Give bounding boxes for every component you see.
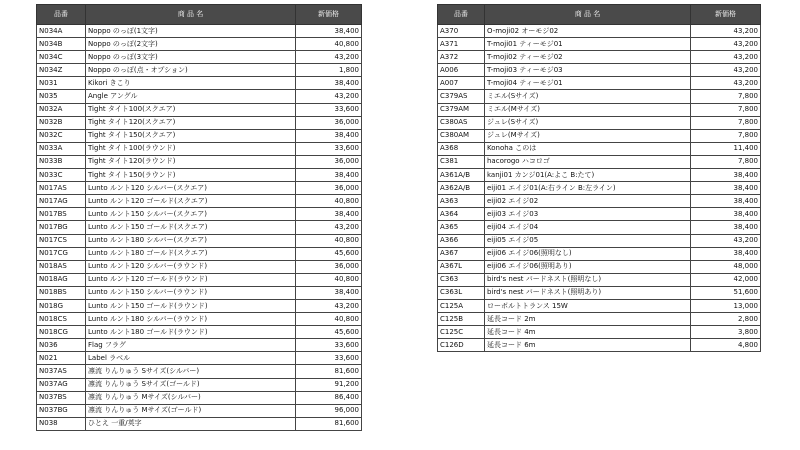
table-row bbox=[438, 221, 761, 234]
cell-code: N018CG bbox=[37, 326, 86, 339]
price-table-left bbox=[36, 4, 362, 431]
cell-name: ジュレ(Mサイズ) bbox=[485, 129, 691, 142]
cell-name: kanji01 カンジ01(A:よこ B:たて) bbox=[485, 169, 691, 182]
cell-code: N017AS bbox=[37, 182, 86, 195]
table-row bbox=[438, 326, 761, 339]
cell-price: 3,800 bbox=[691, 326, 761, 339]
table-row bbox=[438, 234, 761, 247]
cell-code: A361A/B bbox=[438, 169, 485, 182]
cell-name: 延長コード 4m bbox=[485, 326, 691, 339]
cell-code: N034A bbox=[37, 25, 86, 38]
cell-code: C379AS bbox=[438, 90, 485, 103]
cell-code: C381 bbox=[438, 155, 485, 168]
cell-code: N033C bbox=[37, 169, 86, 182]
cell-name: 凛流 りんりゅう Sサイズ(ゴールド) bbox=[86, 378, 296, 391]
cell-name: Noppo のっぽ(3文字) bbox=[86, 51, 296, 64]
table-row bbox=[37, 182, 362, 195]
cell-name: Tight タイト120(スクエア) bbox=[86, 116, 296, 129]
table-row bbox=[438, 103, 761, 116]
cell-price: 33,600 bbox=[296, 103, 362, 116]
table-row bbox=[37, 313, 362, 326]
cell-price: 81,600 bbox=[296, 365, 362, 378]
table-row bbox=[37, 339, 362, 352]
cell-price: 1,800 bbox=[296, 64, 362, 77]
cell-price: 45,600 bbox=[296, 326, 362, 339]
cell-price: 40,800 bbox=[296, 38, 362, 51]
table-row bbox=[438, 90, 761, 103]
table-row bbox=[438, 155, 761, 168]
cell-code: C380AM bbox=[438, 129, 485, 142]
cell-price: 33,600 bbox=[296, 352, 362, 365]
cell-code: N017CG bbox=[37, 247, 86, 260]
cell-name: Noppo のっぽ(2文字) bbox=[86, 38, 296, 51]
cell-price: 38,400 bbox=[691, 247, 761, 260]
cell-code: N018CS bbox=[37, 313, 86, 326]
table-row bbox=[438, 77, 761, 90]
cell-price: 33,600 bbox=[296, 339, 362, 352]
cell-name: Tight タイト120(ラウンド) bbox=[86, 155, 296, 168]
cell-code: A367 bbox=[438, 247, 485, 260]
cell-price: 91,200 bbox=[296, 378, 362, 391]
cell-name: Kikori きこり bbox=[86, 77, 296, 90]
table-row bbox=[37, 129, 362, 142]
cell-code: N018BS bbox=[37, 286, 86, 299]
cell-code: N037BG bbox=[37, 404, 86, 417]
table-row bbox=[438, 339, 761, 352]
cell-name: Lunto ルント120 ゴールド(ラウンド) bbox=[86, 273, 296, 286]
cell-name: 凛流 りんりゅう Mサイズ(ゴールド) bbox=[86, 404, 296, 417]
cell-price: 51,600 bbox=[691, 286, 761, 299]
cell-name: eiji01 エイジ01(A:右ライン B:左ライン) bbox=[485, 182, 691, 195]
cell-name: Noppo のっぽ(1文字) bbox=[86, 25, 296, 38]
cell-name: eiji06 エイジ06(照明なし) bbox=[485, 247, 691, 260]
cell-name: eiji03 エイジ03 bbox=[485, 208, 691, 221]
cell-name: Noppo のっぽ(点・オプション) bbox=[86, 64, 296, 77]
cell-name: Angle アングル bbox=[86, 90, 296, 103]
cell-code: C363 bbox=[438, 273, 485, 286]
cell-price: 38,400 bbox=[296, 169, 362, 182]
table-row bbox=[37, 365, 362, 378]
header-row bbox=[438, 5, 761, 25]
table-row bbox=[37, 103, 362, 116]
cell-code: N032C bbox=[37, 129, 86, 142]
cell-code: N018AG bbox=[37, 273, 86, 286]
cell-price: 81,600 bbox=[296, 417, 362, 430]
cell-name: Lunto ルント180 ゴールド(ラウンド) bbox=[86, 326, 296, 339]
header-code: 品番 bbox=[438, 5, 485, 25]
cell-price: 36,000 bbox=[296, 116, 362, 129]
cell-name: Lunto ルント120 シルバー(スクエア) bbox=[86, 182, 296, 195]
cell-price: 38,400 bbox=[691, 169, 761, 182]
cell-price: 33,600 bbox=[296, 142, 362, 155]
cell-name: Flag フラグ bbox=[86, 339, 296, 352]
cell-code: C125B bbox=[438, 313, 485, 326]
cell-name: eiji02 エイジ02 bbox=[485, 195, 691, 208]
cell-code: C125A bbox=[438, 299, 485, 312]
cell-price: 7,800 bbox=[691, 129, 761, 142]
table-row bbox=[438, 195, 761, 208]
cell-code: N018G bbox=[37, 299, 86, 312]
table-row bbox=[438, 169, 761, 182]
cell-code: N033B bbox=[37, 155, 86, 168]
cell-name: 凛流 りんりゅう Mサイズ(シルバー) bbox=[86, 391, 296, 404]
cell-name: Lunto ルント120 ゴールド(スクエア) bbox=[86, 195, 296, 208]
cell-code: A368 bbox=[438, 142, 485, 155]
cell-name: ジュレ(Sサイズ) bbox=[485, 116, 691, 129]
cell-code: N036 bbox=[37, 339, 86, 352]
table-row bbox=[438, 182, 761, 195]
cell-name: T-moji04 ティーモジ01 bbox=[485, 77, 691, 90]
cell-price: 40,800 bbox=[296, 195, 362, 208]
cell-price: 38,400 bbox=[296, 77, 362, 90]
table-row bbox=[37, 51, 362, 64]
cell-price: 38,400 bbox=[296, 129, 362, 142]
cell-price: 38,400 bbox=[691, 221, 761, 234]
cell-price: 43,200 bbox=[691, 51, 761, 64]
cell-code: A366 bbox=[438, 234, 485, 247]
cell-code: A363 bbox=[438, 195, 485, 208]
cell-name: Lunto ルント150 シルバー(ラウンド) bbox=[86, 286, 296, 299]
cell-name: eiji05 エイジ05 bbox=[485, 234, 691, 247]
cell-code: C125C bbox=[438, 326, 485, 339]
cell-price: 43,200 bbox=[691, 64, 761, 77]
cell-name: ミエル(Mサイズ) bbox=[485, 103, 691, 116]
header-code: 品番 bbox=[37, 5, 86, 25]
cell-name: ミエル(Sサイズ) bbox=[485, 90, 691, 103]
cell-name: bird's nest バードネスト(照明なし) bbox=[485, 273, 691, 286]
table-row bbox=[37, 155, 362, 168]
table-row bbox=[37, 169, 362, 182]
table-row bbox=[438, 116, 761, 129]
cell-price: 36,000 bbox=[296, 260, 362, 273]
table-row bbox=[438, 299, 761, 312]
cell-price: 43,200 bbox=[296, 90, 362, 103]
cell-code: N017BG bbox=[37, 221, 86, 234]
table-row bbox=[438, 208, 761, 221]
cell-price: 36,000 bbox=[296, 182, 362, 195]
cell-name: ひとえ 一重/英字 bbox=[86, 417, 296, 430]
header-name: 商 品 名 bbox=[86, 5, 296, 25]
cell-price: 4,800 bbox=[691, 339, 761, 352]
cell-code: N034C bbox=[37, 51, 86, 64]
cell-price: 45,600 bbox=[296, 247, 362, 260]
cell-code: N035 bbox=[37, 90, 86, 103]
cell-price: 38,400 bbox=[691, 208, 761, 221]
table-row bbox=[438, 142, 761, 155]
table-row bbox=[37, 64, 362, 77]
cell-price: 36,000 bbox=[296, 155, 362, 168]
table-row bbox=[438, 247, 761, 260]
cell-code: N037AS bbox=[37, 365, 86, 378]
cell-name: 延長コード 6m bbox=[485, 339, 691, 352]
table-row bbox=[37, 299, 362, 312]
table-row bbox=[37, 391, 362, 404]
table-row bbox=[37, 260, 362, 273]
cell-price: 43,200 bbox=[691, 25, 761, 38]
cell-name: bird's nest バードネスト(照明あり) bbox=[485, 286, 691, 299]
cell-price: 42,000 bbox=[691, 273, 761, 286]
cell-code: C379AM bbox=[438, 103, 485, 116]
cell-code: C126D bbox=[438, 339, 485, 352]
cell-name: Label ラベル bbox=[86, 352, 296, 365]
table-row bbox=[37, 116, 362, 129]
cell-code: N021 bbox=[37, 352, 86, 365]
table-row bbox=[438, 38, 761, 51]
cell-code: N034B bbox=[37, 38, 86, 51]
table-row bbox=[438, 129, 761, 142]
table-row bbox=[37, 77, 362, 90]
cell-price: 40,800 bbox=[296, 234, 362, 247]
cell-code: N038 bbox=[37, 417, 86, 430]
cell-code: A006 bbox=[438, 64, 485, 77]
table-row bbox=[438, 64, 761, 77]
cell-code: A362A/B bbox=[438, 182, 485, 195]
cell-price: 86,400 bbox=[296, 391, 362, 404]
cell-code: N037AG bbox=[37, 378, 86, 391]
cell-code: A371 bbox=[438, 38, 485, 51]
cell-price: 43,200 bbox=[691, 77, 761, 90]
table-row bbox=[438, 25, 761, 38]
cell-name: eiji06 エイジ06(照明あり) bbox=[485, 260, 691, 273]
table-row bbox=[37, 142, 362, 155]
table-row bbox=[37, 286, 362, 299]
table-row bbox=[37, 404, 362, 417]
cell-price: 38,400 bbox=[296, 25, 362, 38]
cell-code: N032A bbox=[37, 103, 86, 116]
table-row bbox=[37, 221, 362, 234]
cell-price: 43,200 bbox=[296, 299, 362, 312]
cell-name: Tight タイト100(ラウンド) bbox=[86, 142, 296, 155]
cell-code: N033A bbox=[37, 142, 86, 155]
cell-name: Lunto ルント180 ゴールド(スクエア) bbox=[86, 247, 296, 260]
cell-name: Lunto ルント180 シルバー(スクエア) bbox=[86, 234, 296, 247]
cell-code: A007 bbox=[438, 77, 485, 90]
cell-price: 7,800 bbox=[691, 103, 761, 116]
cell-code: A364 bbox=[438, 208, 485, 221]
table-row bbox=[37, 195, 362, 208]
cell-name: O-moji02 オーモジ02 bbox=[485, 25, 691, 38]
header-name: 商 品 名 bbox=[485, 5, 691, 25]
cell-price: 43,200 bbox=[691, 234, 761, 247]
cell-name: Lunto ルント150 ゴールド(ラウンド) bbox=[86, 299, 296, 312]
cell-code: A372 bbox=[438, 51, 485, 64]
cell-code: C380AS bbox=[438, 116, 485, 129]
cell-name: eiji04 エイジ04 bbox=[485, 221, 691, 234]
cell-code: C363L bbox=[438, 286, 485, 299]
cell-name: Konoha このは bbox=[485, 142, 691, 155]
table-row bbox=[37, 38, 362, 51]
cell-name: Lunto ルント120 シルバー(ラウンド) bbox=[86, 260, 296, 273]
cell-price: 43,200 bbox=[296, 51, 362, 64]
cell-code: N017CS bbox=[37, 234, 86, 247]
table-row bbox=[37, 326, 362, 339]
table-row bbox=[37, 247, 362, 260]
table-row bbox=[37, 378, 362, 391]
table-row bbox=[37, 208, 362, 221]
cell-code: N032B bbox=[37, 116, 86, 129]
cell-price: 38,400 bbox=[691, 182, 761, 195]
cell-name: Lunto ルント150 ゴールド(スクエア) bbox=[86, 221, 296, 234]
table-row bbox=[37, 273, 362, 286]
cell-price: 40,800 bbox=[296, 313, 362, 326]
cell-price: 96,000 bbox=[296, 404, 362, 417]
cell-code: N017AG bbox=[37, 195, 86, 208]
cell-name: ローボルトトランス 15W bbox=[485, 299, 691, 312]
table-row bbox=[37, 234, 362, 247]
cell-price: 38,400 bbox=[296, 286, 362, 299]
cell-price: 2,800 bbox=[691, 313, 761, 326]
table-row bbox=[438, 51, 761, 64]
cell-code: A367L bbox=[438, 260, 485, 273]
table-row bbox=[37, 352, 362, 365]
cell-name: Tight タイト150(ラウンド) bbox=[86, 169, 296, 182]
cell-price: 40,800 bbox=[296, 273, 362, 286]
table-row bbox=[37, 90, 362, 103]
cell-price: 43,200 bbox=[691, 38, 761, 51]
cell-code: N031 bbox=[37, 77, 86, 90]
price-table-right bbox=[437, 4, 761, 352]
cell-code: N034Z bbox=[37, 64, 86, 77]
cell-name: Lunto ルント150 シルバー(スクエア) bbox=[86, 208, 296, 221]
cell-name: Tight タイト150(スクエア) bbox=[86, 129, 296, 142]
cell-price: 11,400 bbox=[691, 142, 761, 155]
cell-price: 7,800 bbox=[691, 90, 761, 103]
table-row bbox=[37, 417, 362, 430]
cell-name: T-moji03 ティーモジ03 bbox=[485, 64, 691, 77]
cell-code: N037BS bbox=[37, 391, 86, 404]
cell-price: 38,400 bbox=[691, 195, 761, 208]
table-row bbox=[37, 25, 362, 38]
cell-name: T-moji01 ティーモジ01 bbox=[485, 38, 691, 51]
cell-price: 7,800 bbox=[691, 155, 761, 168]
table-row bbox=[438, 286, 761, 299]
header-price: 新価格 bbox=[691, 5, 761, 25]
cell-price: 38,400 bbox=[296, 208, 362, 221]
cell-price: 43,200 bbox=[296, 221, 362, 234]
cell-price: 13,000 bbox=[691, 299, 761, 312]
cell-code: A370 bbox=[438, 25, 485, 38]
table-row bbox=[438, 273, 761, 286]
cell-code: N017BS bbox=[37, 208, 86, 221]
cell-name: 凛流 りんりゅう Sサイズ(シルバー) bbox=[86, 365, 296, 378]
cell-code: A365 bbox=[438, 221, 485, 234]
cell-code: N018AS bbox=[37, 260, 86, 273]
header-price: 新価格 bbox=[296, 5, 362, 25]
table-row bbox=[438, 313, 761, 326]
table-row bbox=[438, 260, 761, 273]
cell-price: 48,000 bbox=[691, 260, 761, 273]
cell-name: Tight タイト100(スクエア) bbox=[86, 103, 296, 116]
cell-name: 延長コード 2m bbox=[485, 313, 691, 326]
cell-name: Lunto ルント180 シルバー(ラウンド) bbox=[86, 313, 296, 326]
cell-price: 7,800 bbox=[691, 116, 761, 129]
cell-name: hacorogo ハコロゴ bbox=[485, 155, 691, 168]
cell-name: T-moji02 ティーモジ02 bbox=[485, 51, 691, 64]
header-row bbox=[37, 5, 362, 25]
